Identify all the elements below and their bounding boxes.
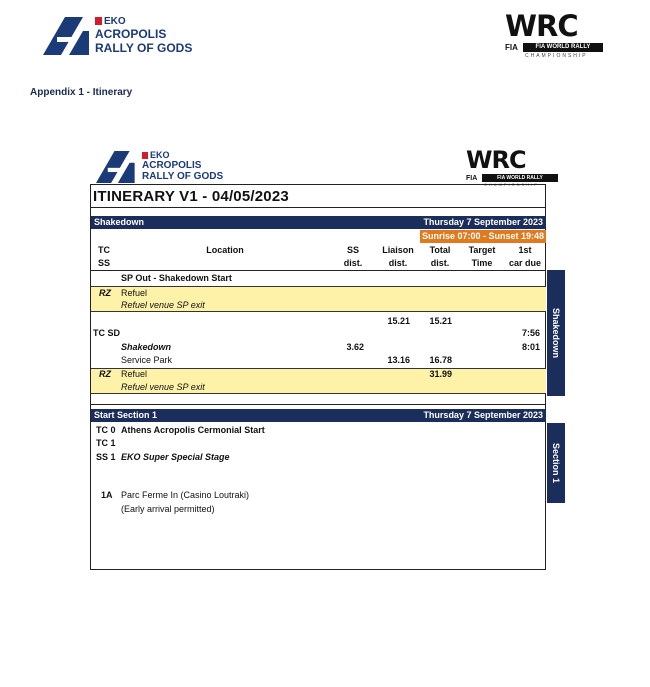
doc-event-name-line2: RALLY OF GODS xyxy=(142,171,224,182)
doc-wrc-logo xyxy=(464,148,560,188)
tc0-label: Athens Acropolis Cermonial Start xyxy=(121,425,265,435)
doc-eko-flag-icon xyxy=(142,152,148,159)
event-name-line2: RALLY OF GODS xyxy=(95,41,193,55)
rally-a-logo-icon xyxy=(43,17,93,55)
doc-event-brand: EKO xyxy=(150,150,170,160)
rz2-label: Refuel xyxy=(121,369,148,379)
col-location: Location xyxy=(206,245,244,255)
col-first-2: car due xyxy=(508,258,541,268)
fia-mark: FIA xyxy=(505,43,518,52)
doc-wrc-champ-text: CHAMPIONSHIP xyxy=(484,182,539,187)
rz2-note: Refuel venue SP exit xyxy=(121,382,205,392)
shakedown-first-car: 8:01 xyxy=(521,342,540,352)
event-brand: EKO xyxy=(104,16,126,27)
wrc-champ-text: CHAMPIONSHIP xyxy=(525,53,588,59)
col-target-2: Time xyxy=(471,258,493,268)
section1-date: Thursday 7 September 2023 xyxy=(423,410,543,420)
itinerary-title: ITINERARY V1 - 04/05/2023 xyxy=(93,188,289,205)
tcsd-code: TC SD xyxy=(93,328,120,338)
tcsd-total: 15.21 xyxy=(429,316,452,326)
service-park-liaison: 13.16 xyxy=(387,355,410,365)
shakedown-band xyxy=(91,216,546,229)
doc-event-logo xyxy=(96,151,236,183)
doc-fia-mark: FIA xyxy=(466,175,478,182)
col-ss-dist-2: dist. xyxy=(343,258,363,268)
a1-label: Parc Ferme In (Casino Loutraki) xyxy=(121,490,250,500)
col-ss: SS xyxy=(97,258,110,268)
wrc-logo xyxy=(503,9,607,60)
service-park-total: 16.78 xyxy=(429,355,452,365)
tcsd-first-car: 7:56 xyxy=(521,328,540,338)
col-liaison-2: dist. xyxy=(388,258,408,268)
col-tc: TC xyxy=(98,245,110,255)
rz1-note: Refuel venue SP exit xyxy=(121,300,205,310)
section1-name: Start Section 1 xyxy=(94,410,158,420)
doc-wrc-wordmark: WRC xyxy=(466,146,526,174)
tc1-code: TC 1 xyxy=(96,438,116,448)
sunrise-sunset: Sunrise 07:00 - Sunset 19:48 xyxy=(421,231,545,241)
col-total-2: dist. xyxy=(430,258,450,268)
shakedown-section-name: Shakedown xyxy=(94,217,145,227)
col-ss-dist-1: SS xyxy=(346,245,359,255)
a1-note: (Early arrival permitted) xyxy=(121,504,215,514)
event-logo xyxy=(43,17,203,55)
section1-band xyxy=(91,409,546,422)
rz2-total: 31.99 xyxy=(429,369,452,379)
section1-side-label: Section 1 xyxy=(551,442,561,484)
tc0-code: TC 0 xyxy=(96,425,116,435)
appendix-title: Appendix 1 - Itinerary xyxy=(30,87,133,98)
col-liaison-1: Liaison xyxy=(382,245,414,255)
wrc-wordmark: WRC xyxy=(505,9,578,43)
rz1-label: Refuel xyxy=(121,288,148,298)
service-park-label: Service Park xyxy=(121,355,173,365)
sp-out-row: SP Out - Shakedown Start xyxy=(121,273,232,283)
section-divider xyxy=(91,404,546,405)
shakedown-date: Thursday 7 September 2023 xyxy=(423,217,543,227)
event-name-line1: ACROPOLIS xyxy=(95,27,167,41)
shakedown-stage-label: Shakedown xyxy=(121,342,172,352)
col-target-1: Target xyxy=(468,245,496,255)
eko-flag-icon xyxy=(95,17,102,25)
doc-wrc-bar-text: FIA WORLD RALLY xyxy=(482,174,558,182)
ss1-code: SS 1 xyxy=(96,452,116,462)
rz2-code: RZ xyxy=(99,369,111,379)
col-total-1: Total xyxy=(429,245,451,255)
a1-code: 1A xyxy=(101,490,113,500)
header-divider xyxy=(91,270,546,271)
rz1-code: RZ xyxy=(99,288,111,298)
wrc-bar-text: FIA WORLD RALLY xyxy=(523,43,603,52)
ss1-label: EKO Super Special Stage xyxy=(121,452,230,462)
title-divider xyxy=(91,207,546,208)
shakedown-ss-dist: 3.62 xyxy=(346,342,364,352)
col-first-1: 1st xyxy=(518,245,532,255)
section1-side-tab xyxy=(547,423,565,503)
tcsd-liaison: 15.21 xyxy=(387,316,410,326)
shakedown-side-tab xyxy=(547,270,565,396)
shakedown-side-label: Shakedown xyxy=(551,307,561,359)
doc-rally-a-logo-icon xyxy=(96,151,138,183)
doc-event-name-line1: ACROPOLIS xyxy=(142,160,202,171)
